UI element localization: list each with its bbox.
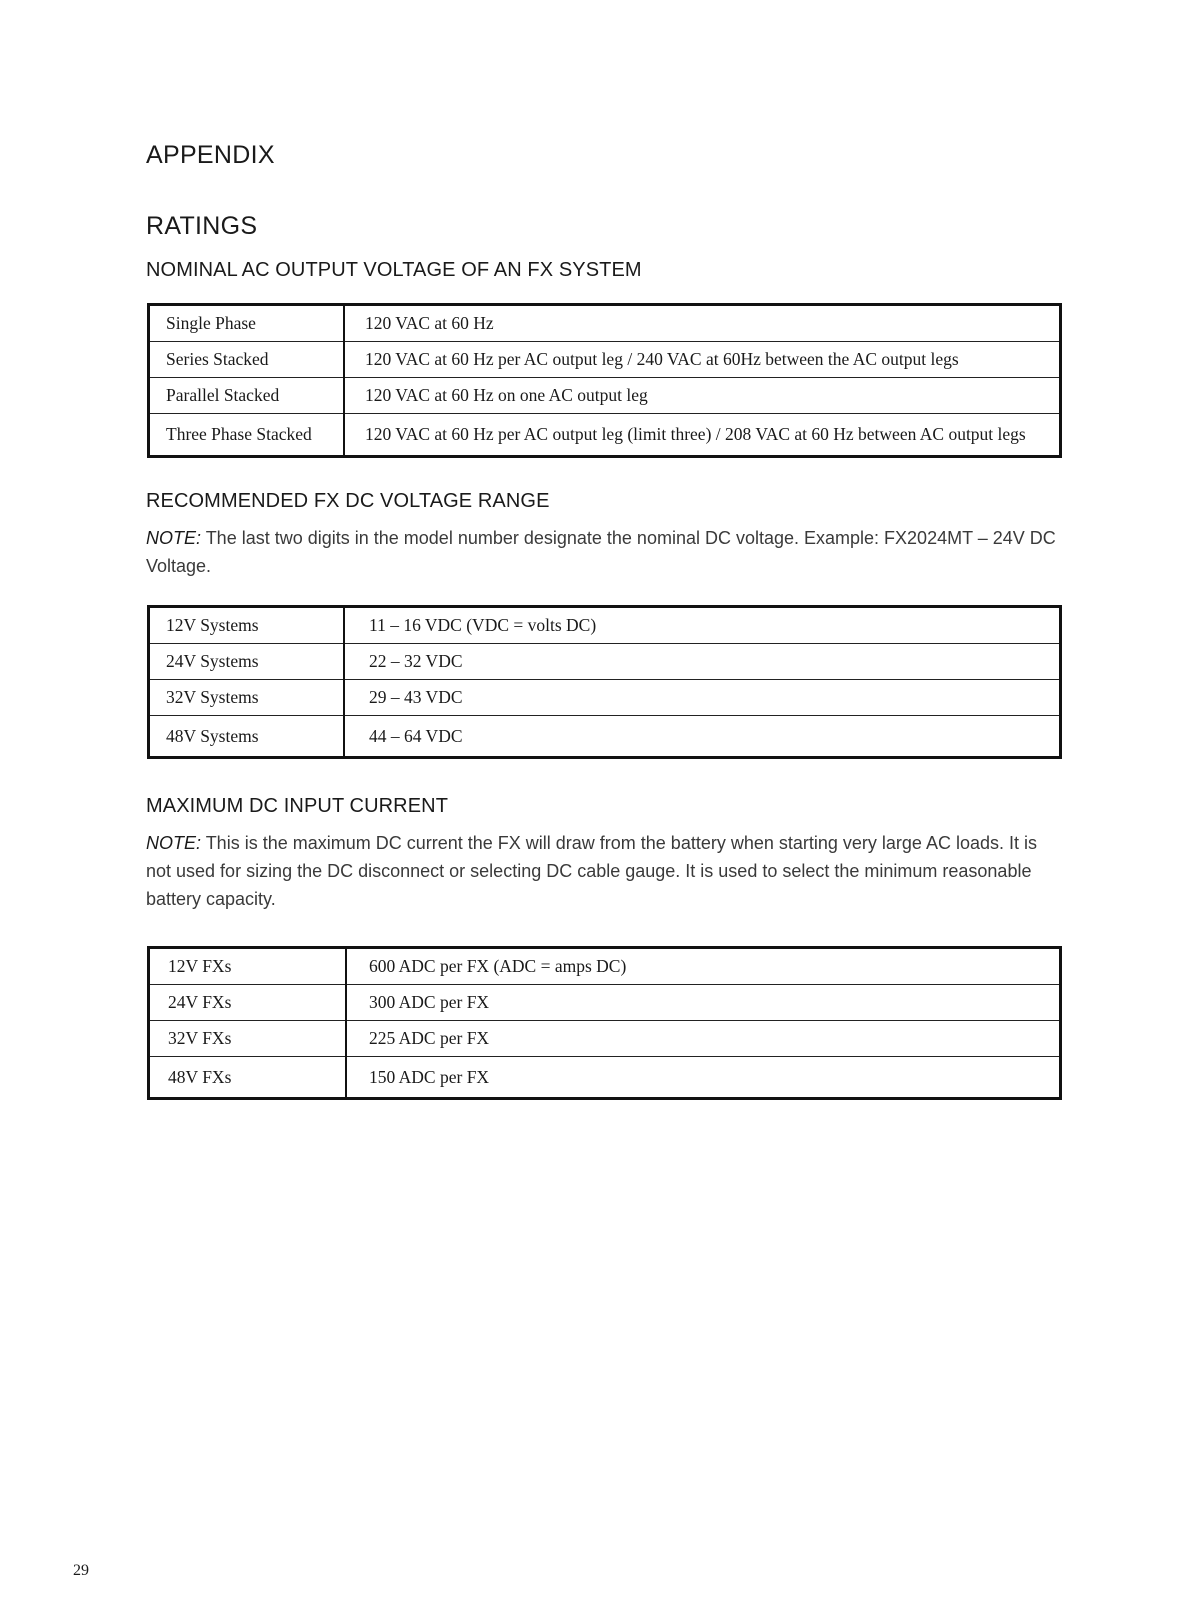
row-label: 48V Systems <box>149 716 345 758</box>
appendix-title: APPENDIX <box>146 141 275 169</box>
ratings-title: RATINGS <box>146 212 258 240</box>
dc-range-heading: RECOMMENDED FX DC VOLTAGE RANGE <box>146 490 550 512</box>
row-label: 12V FXs <box>149 948 347 985</box>
row-label: 12V Systems <box>149 607 345 644</box>
page-number: 29 <box>73 1562 89 1579</box>
row-value: 120 VAC at 60 Hz per AC output leg / 240 VAC at 60Hz between the AC output legs <box>344 342 1061 378</box>
note-label: NOTE: <box>146 833 202 853</box>
dc-current-table <box>147 946 1062 1100</box>
row-label: 24V Systems <box>149 644 345 680</box>
table-row <box>149 1021 1061 1057</box>
row-value: 225 ADC per FX <box>346 1021 1061 1057</box>
ac-output-table <box>147 303 1062 458</box>
ac-output-heading: NOMINAL AC OUTPUT VOLTAGE OF AN FX SYSTEM <box>146 259 642 281</box>
note-text: The last two digits in the model number designate the nominal DC voltage. Example: FX2024MT – 24V DC Voltage. <box>146 528 1056 576</box>
row-label: 32V Systems <box>149 680 345 716</box>
table-row <box>149 378 1061 414</box>
row-label: Series Stacked <box>149 342 345 378</box>
row-label: Single Phase <box>149 305 345 342</box>
row-label: 32V FXs <box>149 1021 347 1057</box>
row-label: Parallel Stacked <box>149 378 345 414</box>
table-row <box>149 1057 1061 1099</box>
dc-range-note <box>146 524 1066 580</box>
row-label: Three Phase Stacked <box>149 414 345 457</box>
row-value: 29 – 43 VDC <box>344 680 1061 716</box>
table-row <box>149 342 1061 378</box>
table-row <box>149 948 1061 985</box>
dc-range-table <box>147 605 1062 759</box>
row-value: 22 – 32 VDC <box>344 644 1061 680</box>
row-value: 120 VAC at 60 Hz per AC output leg (limit three) / 208 VAC at 60 Hz between AC output legs <box>344 414 1061 457</box>
row-label: 48V FXs <box>149 1057 347 1099</box>
row-value: 120 VAC at 60 Hz on one AC output leg <box>344 378 1061 414</box>
table-row <box>149 607 1061 644</box>
table-row <box>149 644 1061 680</box>
note-label: NOTE: <box>146 528 202 548</box>
table-row <box>149 985 1061 1021</box>
table-row <box>149 305 1061 342</box>
table-row <box>149 414 1061 457</box>
note-text: This is the maximum DC current the FX will draw from the battery when starting very large AC loads. It is not used for sizing the DC disconnect or selecting DC cable gauge. It is used to select the minimum reasonable battery capacity. <box>146 833 1037 909</box>
table-row <box>149 716 1061 758</box>
row-value: 11 – 16 VDC (VDC = volts DC) <box>344 607 1061 644</box>
row-value: 120 VAC at 60 Hz <box>344 305 1061 342</box>
row-value: 44 – 64 VDC <box>344 716 1061 758</box>
dc-current-note <box>146 829 1041 913</box>
row-value: 300 ADC per FX <box>346 985 1061 1021</box>
row-value: 150 ADC per FX <box>346 1057 1061 1099</box>
row-value: 600 ADC per FX (ADC = amps DC) <box>346 948 1061 985</box>
dc-current-heading: MAXIMUM DC INPUT CURRENT <box>146 795 449 817</box>
row-label: 24V FXs <box>149 985 347 1021</box>
table-row <box>149 680 1061 716</box>
